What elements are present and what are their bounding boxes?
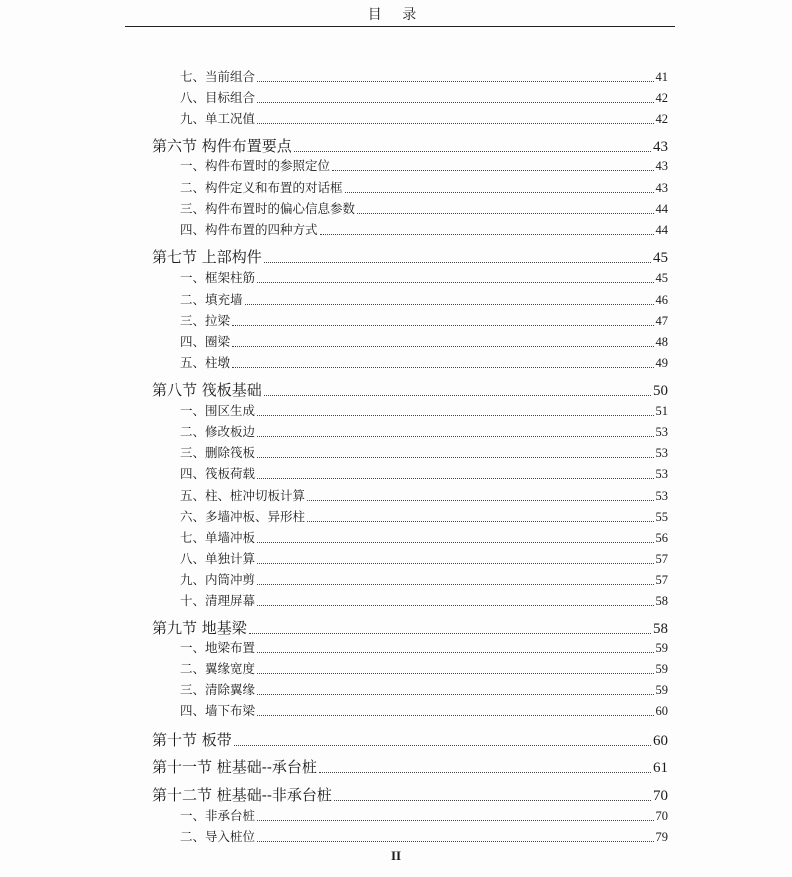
dot-leader — [257, 563, 653, 564]
toc-entry-label: 五、柱墩 — [180, 355, 231, 370]
page-header-title: 目 录 — [367, 7, 425, 23]
toc-subentry — [180, 220, 668, 238]
toc-entry-page: 57 — [655, 552, 668, 566]
toc-entry-page: 42 — [655, 91, 668, 105]
dot-leader — [257, 123, 653, 124]
toc-entry-page: 70 — [653, 788, 668, 804]
toc-entry-label: 第十一节 桩基础--承台桩 — [152, 758, 317, 776]
dot-leader — [319, 772, 651, 773]
dot-leader — [264, 262, 651, 263]
toc-entry-label: 一、框架柱筋 — [180, 270, 256, 285]
toc-entry-label: 第六节 构件布置要点 — [152, 137, 292, 155]
toc-subentry — [180, 486, 668, 504]
toc-entry-page: 60 — [655, 704, 668, 718]
toc-subentry — [180, 109, 668, 127]
dot-leader — [345, 192, 654, 193]
toc-entry-label: 九、单工况值 — [180, 111, 256, 126]
toc-subentry — [180, 549, 668, 567]
toc-entry-label: 七、单墙冲板 — [180, 530, 256, 545]
toc-entry-label: 三、构件布置时的偏心信息参数 — [180, 201, 356, 216]
toc-subentry — [180, 701, 668, 719]
toc-subentry — [180, 401, 668, 419]
toc-subentry — [180, 67, 668, 85]
toc-subentry — [180, 353, 668, 371]
toc-entry-page: 59 — [655, 662, 668, 676]
toc-subentry — [180, 659, 668, 677]
toc-subentry — [180, 507, 668, 525]
dot-leader — [249, 633, 651, 634]
dot-leader — [257, 605, 653, 606]
toc-entry-page: 48 — [655, 335, 668, 349]
toc-subentry — [180, 199, 668, 217]
toc-entry-page: 53 — [655, 467, 668, 481]
toc-section-entry — [152, 728, 668, 750]
toc-entry-page: 45 — [653, 250, 668, 266]
toc-entry-label: 一、非承台桩 — [180, 808, 256, 823]
toc-entry-page: 59 — [655, 641, 668, 655]
dot-leader — [257, 542, 653, 543]
toc-subentry — [180, 827, 668, 845]
toc-entry-label: 一、构件布置时的参照定位 — [180, 158, 331, 173]
dot-leader — [307, 521, 653, 522]
toc-entry-page: 57 — [655, 573, 668, 587]
toc-entry-label: 二、修改板边 — [180, 424, 256, 439]
toc-entry-page: 47 — [655, 314, 668, 328]
page-number: II — [390, 848, 402, 863]
toc-entry-label: 五、柱、桩冲切板计算 — [180, 488, 306, 503]
dot-leader — [257, 457, 653, 458]
toc-section-entry — [152, 134, 668, 156]
dot-leader — [257, 584, 653, 585]
dot-leader — [257, 81, 653, 82]
toc-entry-page: 45 — [655, 271, 668, 285]
toc-entry-label: 一、地梁布置 — [180, 640, 256, 655]
toc-entry-label: 四、筏板荷载 — [180, 466, 256, 481]
toc-subentry — [180, 422, 668, 440]
toc-entry-page: 55 — [655, 510, 668, 524]
toc-entry-page: 49 — [655, 356, 668, 370]
toc-entry-page: 60 — [653, 733, 668, 749]
toc-section-entry — [152, 245, 668, 267]
dot-leader — [264, 395, 651, 396]
toc-entry-page: 53 — [655, 489, 668, 503]
dot-leader — [307, 500, 653, 501]
toc-subentry — [180, 806, 668, 824]
dot-leader — [257, 652, 653, 653]
toc-entry-label: 第十节 板带 — [152, 731, 232, 749]
toc-entry-page: 53 — [655, 425, 668, 439]
toc-entry-page: 43 — [655, 159, 668, 173]
toc-subentry — [180, 570, 668, 588]
toc-entry-page: 43 — [653, 139, 668, 155]
toc-entry-page: 44 — [655, 223, 668, 237]
dot-leader — [332, 170, 653, 171]
toc-entry-page: 46 — [655, 293, 668, 307]
toc-entry-page: 56 — [655, 531, 668, 545]
toc-subentry — [180, 680, 668, 698]
toc-entry-page: 42 — [655, 112, 668, 126]
toc-entry-label: 第十二节 桩基础--非承台桩 — [152, 786, 332, 804]
toc-entry-label: 三、清除翼缘 — [180, 682, 256, 697]
dot-leader — [257, 415, 653, 416]
toc-entry-page: 53 — [655, 446, 668, 460]
dot-leader — [320, 234, 654, 235]
toc-subentry — [180, 443, 668, 461]
toc-entry-page: 43 — [655, 181, 668, 195]
toc-entry-label: 八、目标组合 — [180, 90, 256, 105]
dot-leader — [357, 213, 653, 214]
toc-entry-page: 59 — [655, 683, 668, 697]
toc-entry-label: 十、清理屏幕 — [180, 593, 256, 608]
toc-entry-label: 八、单独计算 — [180, 551, 256, 566]
dot-leader — [294, 151, 651, 152]
toc-entry-page: 44 — [655, 202, 668, 216]
toc-subentry — [180, 638, 668, 656]
dot-leader — [257, 841, 653, 842]
toc-entry-label: 第八节 筏板基础 — [152, 381, 262, 399]
toc-entry-label: 第七节 上部构件 — [152, 248, 262, 266]
toc-subentry — [180, 156, 668, 174]
toc-subentry — [180, 332, 668, 350]
toc-entry-label: 一、围区生成 — [180, 403, 256, 418]
toc-entry-label: 六、多墙冲板、异形柱 — [180, 509, 306, 524]
dot-leader — [232, 325, 653, 326]
toc-section-entry — [152, 616, 668, 638]
toc-entry-page: 50 — [653, 383, 668, 399]
toc-entry-label: 第九节 地基梁 — [152, 619, 247, 637]
toc-entry-label: 二、翼缘宽度 — [180, 661, 256, 676]
toc-subentry — [180, 268, 668, 286]
toc-entry-page: 61 — [653, 760, 668, 776]
dot-leader — [257, 102, 653, 103]
toc-section-entry — [152, 783, 668, 805]
toc-subentry — [180, 464, 668, 482]
dot-leader — [245, 304, 654, 305]
dot-leader — [257, 478, 653, 479]
toc-entry-page: 70 — [655, 809, 668, 823]
dot-leader — [234, 745, 651, 746]
toc-entry-label: 四、构件布置的四种方式 — [180, 222, 318, 237]
dot-leader — [257, 715, 653, 716]
dot-leader — [257, 436, 653, 437]
toc-subentry — [180, 290, 668, 308]
toc-entry-label: 七、当前组合 — [180, 69, 256, 84]
toc-entry-page: 51 — [655, 404, 668, 418]
toc-subentry — [180, 528, 668, 546]
toc-section-entry — [152, 378, 668, 400]
toc-entry-label: 九、内筒冲剪 — [180, 572, 256, 587]
dot-leader — [257, 694, 653, 695]
dot-leader — [257, 820, 653, 821]
dot-leader — [257, 282, 653, 283]
toc-entry-page: 58 — [653, 621, 668, 637]
toc-subentry — [180, 591, 668, 609]
toc-entry-label: 二、构件定义和布置的对话框 — [180, 180, 343, 195]
toc-entry-page: 79 — [655, 830, 668, 844]
toc-entry-page: 41 — [655, 70, 668, 84]
toc-subentry — [180, 88, 668, 106]
dot-leader — [257, 673, 653, 674]
toc-subentry — [180, 178, 668, 196]
toc-entry-label: 二、填充墙 — [180, 292, 243, 307]
dot-leader — [334, 800, 651, 801]
toc-entry-label: 二、导入桩位 — [180, 829, 256, 844]
toc-subentry — [180, 311, 668, 329]
toc-entry-label: 四、墙下布梁 — [180, 703, 256, 718]
toc-entry-label: 四、圈梁 — [180, 334, 231, 349]
dot-leader — [232, 367, 653, 368]
toc-entry-label: 三、删除筏板 — [180, 445, 256, 460]
toc-entry-page: 58 — [655, 594, 668, 608]
toc-entry-label: 三、拉梁 — [180, 313, 231, 328]
toc-section-entry — [152, 755, 668, 777]
dot-leader — [232, 346, 653, 347]
